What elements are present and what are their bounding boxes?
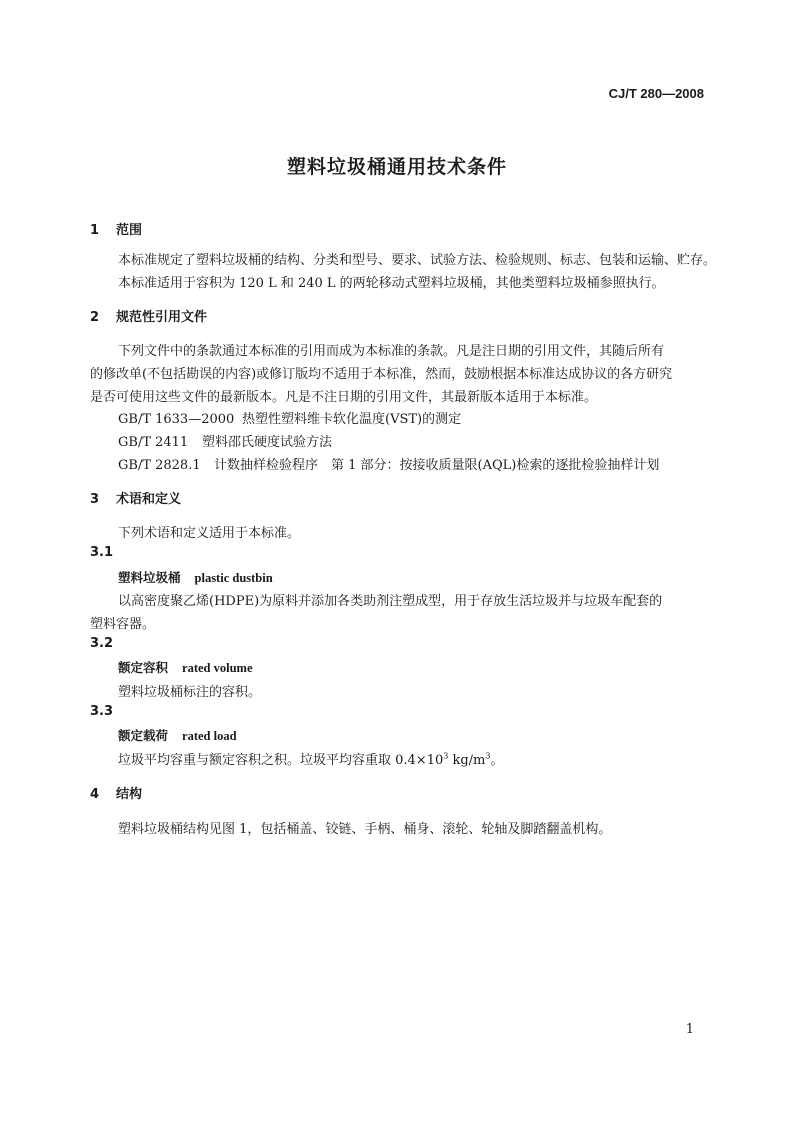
term-zh: 额定容积: [118, 660, 169, 675]
term-en: rated load: [182, 729, 237, 743]
document-title: 塑料垃圾桶通用技术条件: [286, 156, 507, 178]
term-number: 3.2: [90, 636, 114, 651]
section-number: 4: [90, 787, 100, 802]
section-title: 结构: [116, 787, 143, 802]
term-number: 3.3: [90, 704, 114, 719]
section-3-heading: [90, 488, 181, 507]
section-number: 1: [90, 223, 100, 238]
term-definition: 以高密度聚乙烯(HDPE)为原料并添加各类助剂注塑成型，用于存放生活垃圾并与垃圾车配套的: [118, 594, 663, 609]
reference-title: 计数抽样检验程序 第 1 部分：按接收质量限(AQL)检索的逐批检验抽样计划: [214, 458, 660, 473]
section-title: 范围: [116, 223, 143, 238]
term-definition: 塑料垃圾桶标注的容积。: [118, 685, 262, 700]
reference-code: GB/T 1633—2000: [118, 412, 235, 427]
term-heading: [118, 658, 253, 676]
term-zh: 塑料垃圾桶: [118, 570, 181, 585]
section-1-heading: [90, 219, 142, 238]
normative-reference: [118, 408, 461, 427]
term-definition-text: 垃圾平均容重与额定容积之积。垃圾平均容重取 0.4×10: [118, 753, 444, 768]
term-en: rated volume: [182, 661, 253, 675]
reference-code: GB/T 2828.1: [118, 458, 201, 473]
term-heading: [118, 726, 237, 744]
term-en: plastic dustbin: [194, 571, 273, 585]
term-number: 3.1: [90, 545, 114, 560]
section-2-paragraph-line: 下列文件中的条款通过本标准的引用而成为本标准的条款。凡是注日期的引用文件，其随后所有: [118, 344, 665, 359]
superscript: 3: [485, 751, 491, 761]
section-2-paragraph-line: 是否可使用这些文件的最新版本。凡是不注日期的引用文件，其最新版本适用于本标准。: [90, 390, 598, 405]
term-definition: [118, 749, 504, 768]
reference-title: 热塑性塑料维卡软化温度(VST)的测定: [242, 412, 462, 427]
term-zh: 额定载荷: [118, 728, 169, 743]
section-1-paragraph-2: 本标准适用于容积为 120 L 和 240 L 的两轮移动式塑料垃圾桶，其他类塑料垃圾桶参照执行。: [118, 276, 665, 291]
standard-code: CJ/T 280—2008: [608, 86, 704, 101]
section-2-paragraph-line: 的修改单(不包括勘误的内容)或修订版均不适用于本标准，然而，鼓励根据本标准达成协议的各方研究: [90, 367, 673, 382]
section-number: 3: [90, 492, 100, 507]
term-definition: 塑料容器。: [90, 617, 156, 632]
page-number: 1: [685, 1022, 694, 1037]
normative-reference: [118, 431, 332, 450]
section-title: 规范性引用文件: [116, 310, 208, 325]
section-3-intro: 下列术语和定义适用于本标准。: [118, 526, 301, 541]
section-1-paragraph-1: 本标准规定了塑料垃圾桶的结构、分类和型号、要求、试验方法、检验规则、标志、包装和运输、贮存。: [118, 253, 717, 268]
superscript: 3: [443, 751, 449, 761]
section-4-heading: [90, 783, 142, 802]
reference-title: 塑料邵氏硬度试验方法: [202, 435, 333, 450]
term-heading: [118, 568, 273, 586]
normative-reference: [118, 454, 659, 473]
section-title: 术语和定义: [116, 492, 182, 507]
section-4-paragraph-1: 塑料垃圾桶结构见图 1，包括桶盖、铰链、手柄、桶身、滚轮、轮轴及脚踏翻盖机构。: [118, 822, 612, 837]
term-definition-unit: kg/m: [448, 753, 486, 768]
reference-code: GB/T 2411: [118, 435, 189, 450]
section-number: 2: [90, 310, 100, 325]
term-definition-end: 。: [490, 753, 504, 768]
section-2-heading: [90, 306, 207, 325]
